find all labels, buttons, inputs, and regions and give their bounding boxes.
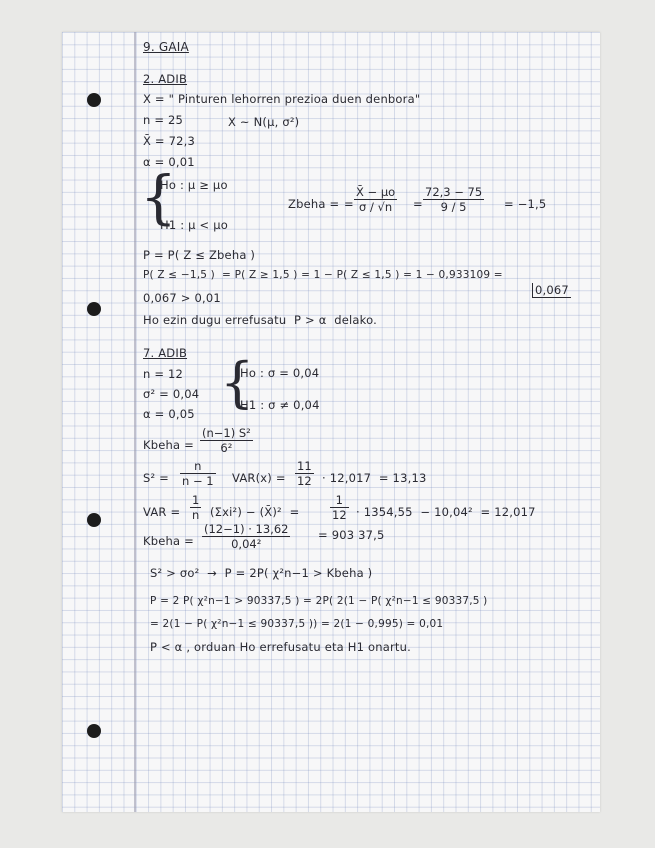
z-formula [354,185,397,214]
p-value: 0,067 [532,283,571,298]
var-fraction-numerator: 1 [192,493,200,507]
var-fraction-2-denominator: 12 [332,508,347,522]
s2-fraction-2 [295,459,314,488]
var-label: VAR = [143,505,181,519]
sample-size: n = 25 [143,113,184,127]
p-calc-line-2: = 2(1 − P( χ²n−1 ≤ 90337,5 )) = 2(1 − 0,995) = 0,01 [150,618,444,630]
binder-hole [87,302,101,316]
s2-fraction-2-numerator: 11 [297,459,312,473]
z-formula-denominator: σ / √n [359,200,393,214]
s2-var-term: VAR(x) = [232,471,286,485]
var-result: · 1354,55 − 10,04² = 12,017 [356,505,536,519]
alpha-value-7: α = 0,05 [143,407,195,421]
alt-hypothesis-7: H1 : σ ≠ 0,04 [240,398,320,412]
kbeha-fraction [202,522,290,551]
null-hypothesis: Ho : μ ≥ μo [160,178,228,192]
alt-hypothesis: H1 : μ < μo [160,218,228,232]
var-fraction-2 [330,493,349,522]
s2-fraction-numerator: n [180,459,216,474]
s2-result: · 12,017 = 13,13 [322,471,427,485]
page-title: 9. GAIA [143,40,189,54]
equals-sign: = [344,197,354,211]
kbeha-label: Kbeha = [143,438,194,452]
distribution: X ~ N(μ, σ²) [228,115,300,129]
binder-hole [87,93,101,107]
condition-line: S² > σo² → P = 2P( χ²n−1 > Kbeha ) [150,566,373,580]
sample-size-7: n = 12 [143,367,184,381]
sigma-squared: σ² = 0,04 [143,387,200,401]
kbeha-result: = 903 37,5 [318,528,385,542]
zbeha-label: Zbeha = [288,197,340,211]
z-substitution-numerator: 72,3 − 75 [425,185,483,199]
p-comparison: 0,067 > 0,01 [143,291,221,305]
kbeha-fraction-numerator: (12−1) · 13,62 [204,522,289,536]
sample-mean: X̄ = 72,3 [143,134,196,148]
alpha-value: α = 0,01 [143,155,195,169]
z-substitution-denominator: 9 / 5 [440,200,467,214]
z-substitution [423,185,484,214]
s2-label: S² = [143,471,170,485]
s2-fraction [180,459,216,488]
p-calc-line-1: P = 2 P( χ²n−1 > 90337,5 ) = 2P( 2(1 − P( χ²n−1 ≤ 90337,5 ) [150,595,488,607]
s2-fraction-denominator: n − 1 [182,474,214,488]
z-result: = −1,5 [504,197,547,211]
exercise7-heading: 7. ADIB [143,346,188,360]
kbeha-fraction-denominator: 0,04² [231,537,262,551]
hypothesis-brace: { [220,351,255,414]
var-sum-term: (Σxi²) − (X̄)² = [210,505,300,519]
conclusion-2: Ho ezin dugu errefusatu P > α delako. [143,313,377,327]
conclusion-7: P < α , orduan Ho errefusatu eta H1 onartu. [150,640,411,654]
p-definition: P = P( Z ≤ Zbeha ) [143,248,256,262]
null-hypothesis-7: Ho : σ = 0,04 [240,366,320,380]
k-formula-numerator: (n−1) S² [202,426,251,440]
margin-line [134,32,136,812]
p-value-box [532,283,571,297]
z-formula-numerator: X̄ − μo [356,185,396,199]
var-fraction [190,493,201,522]
kbeha-label-2: Kbeha = [143,534,194,548]
s2-fraction-2-denominator: 12 [297,474,312,488]
hypothesis-brace: { [140,163,177,231]
var-fraction-denominator: n [192,508,200,522]
p-calculation: P( Z ≤ −1,5 ) = P( Z ≥ 1,5 ) = 1 − P( Z ≤ 1,5 ) = 1 − 0,933109 = [143,269,503,281]
var-fraction-2-numerator: 1 [330,493,349,508]
exercise2-heading: 2. ADIB [143,72,188,86]
k-formula-denominator: 6² [220,441,233,455]
x-definition: X = " Pinturen lehorren prezioa duen denbora" [143,92,421,106]
k-formula [200,426,253,455]
notebook-page [62,32,600,812]
equals-sign: = [413,197,423,211]
binder-hole [87,513,101,527]
binder-hole [87,724,101,738]
